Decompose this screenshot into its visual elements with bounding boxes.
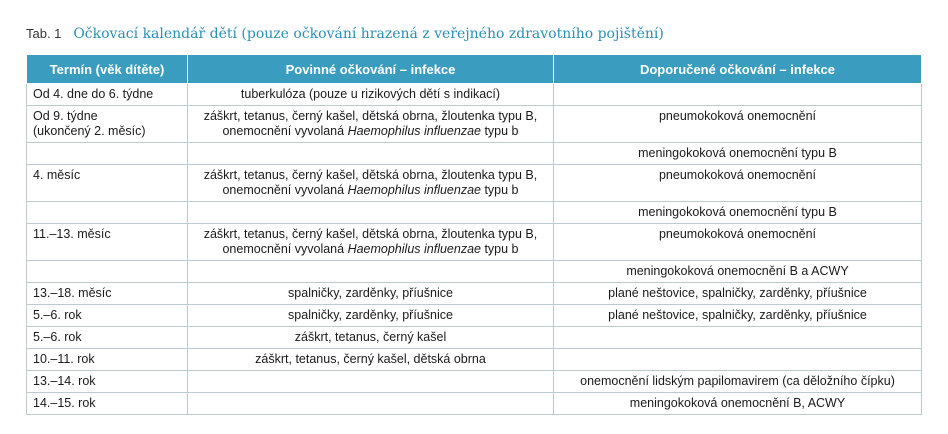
mandatory-cell: tuberkulóza (pouze u rizikových dětí s indikací) (188, 84, 554, 106)
term-cell: 4. měsíc (27, 165, 188, 202)
mandatory-line (194, 183, 547, 198)
mandatory-cell: záškrt, tetanus, černý kašel, dětská obrna (188, 349, 554, 371)
text-span: typu b (480, 242, 519, 256)
mandatory-cell (188, 143, 554, 165)
pathogen-name: Haemophilus influenzae (347, 183, 481, 197)
recommended-cell: onemocnění lidským papilomavirem (ca děložního čípku) (554, 371, 922, 393)
text-span: typu b (480, 183, 519, 197)
table-title: Očkovací kalendář dětí (pouze očkování hrazená z veřejného zdravotního pojištění) (73, 26, 664, 42)
table-row (27, 84, 922, 106)
pathogen-name: Haemophilus influenzae (347, 124, 481, 138)
term-cell (27, 202, 188, 224)
term-cell (27, 261, 188, 283)
term-cell: 14.–15. rok (27, 393, 188, 415)
header-row (27, 55, 922, 84)
text-span: onemocnění vyvolaná (222, 242, 348, 256)
pathogen-name: Haemophilus influenzae (347, 242, 481, 256)
term-line: Od 9. týdne (33, 109, 98, 123)
recommended-cell: meningokoková onemocnění typu B (554, 143, 922, 165)
term-line: (ukončený 2. měsíc) (33, 124, 146, 138)
term-cell: 5.–6. rok (27, 305, 188, 327)
header-term: Termín (věk dítěte) (27, 55, 188, 84)
recommended-cell: plané neštovice, spalničky, zarděnky, příušnice (554, 283, 922, 305)
table-row (27, 143, 922, 165)
term-cell: Od 4. dne do 6. týdne (27, 84, 188, 106)
mandatory-cell (188, 261, 554, 283)
table-row (27, 165, 922, 202)
table-row (27, 224, 922, 261)
term-cell (27, 106, 188, 143)
table-row (27, 393, 922, 415)
recommended-cell: plané neštovice, spalničky, zarděnky, příušnice (554, 305, 922, 327)
table-row (27, 349, 922, 371)
mandatory-cell (188, 393, 554, 415)
table-row (27, 371, 922, 393)
recommended-cell (554, 84, 922, 106)
header-mandatory: Povinné očkování – infekce (188, 55, 554, 84)
mandatory-cell (188, 106, 554, 143)
recommended-cell: pneumokoková onemocnění (554, 165, 922, 202)
term-cell: 5.–6. rok (27, 327, 188, 349)
table-row (27, 305, 922, 327)
text-span: onemocnění vyvolaná (222, 124, 348, 138)
mandatory-line: záškrt, tetanus, černý kašel, dětská obrna, žloutenka typu B, (203, 168, 538, 182)
mandatory-cell: spalničky, zarděnky, příušnice (188, 283, 554, 305)
table-row (27, 261, 922, 283)
header-recommended: Doporučené očkování – infekce (554, 55, 922, 84)
term-cell: 13.–14. rok (27, 371, 188, 393)
table-row (27, 106, 922, 143)
mandatory-line: záškrt, tetanus, černý kašel, dětská obrna, žloutenka typu B, (203, 227, 538, 241)
mandatory-cell (188, 371, 554, 393)
recommended-cell: meningokoková onemocnění B a ACWY (554, 261, 922, 283)
text-span: typu b (480, 124, 519, 138)
mandatory-line: záškrt, tetanus, černý kašel, dětská obrna, žloutenka typu B, (203, 109, 538, 123)
text-span: onemocnění vyvolaná (222, 183, 348, 197)
mandatory-cell (188, 224, 554, 261)
table-number: Tab. 1 (26, 26, 62, 41)
table-row (27, 327, 922, 349)
term-cell: 13.–18. měsíc (27, 283, 188, 305)
term-cell: 11.–13. měsíc (27, 224, 188, 261)
mandatory-cell (188, 165, 554, 202)
vaccination-table (26, 54, 922, 415)
term-cell: 10.–11. rok (27, 349, 188, 371)
recommended-cell: pneumokoková onemocnění (554, 106, 922, 143)
recommended-cell: pneumokoková onemocnění (554, 224, 922, 261)
mandatory-cell (188, 202, 554, 224)
recommended-cell: meningokoková onemocnění typu B (554, 202, 922, 224)
term-cell (27, 143, 188, 165)
recommended-cell: meningokoková onemocnění B, ACWY (554, 393, 922, 415)
mandatory-cell: záškrt, tetanus, černý kašel (188, 327, 554, 349)
table-caption (26, 25, 664, 42)
mandatory-line (194, 124, 547, 139)
recommended-cell (554, 327, 922, 349)
table-row (27, 283, 922, 305)
recommended-cell (554, 349, 922, 371)
mandatory-cell: spalničky, zarděnky, příušnice (188, 305, 554, 327)
table-row (27, 202, 922, 224)
mandatory-line (194, 242, 547, 257)
